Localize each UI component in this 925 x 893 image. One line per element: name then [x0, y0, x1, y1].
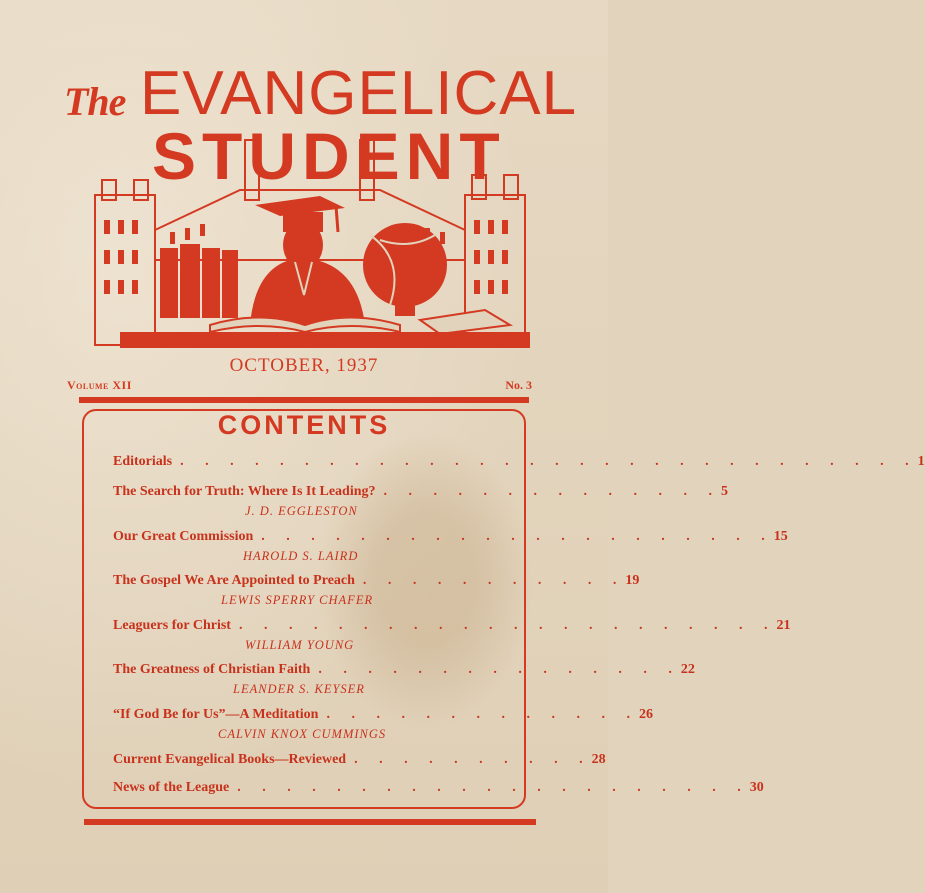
toc-page: 22 [680, 662, 695, 677]
toc-entry: Leaguers for Christ . . . . . . . . . . . . . . . . . . . . . . 21 WILLIAM YOUNG [113, 618, 791, 652]
toc-author: J. D. EGGLESTON [245, 504, 358, 518]
toc-entry: The Gospel We Are Appointed to Preach . . . . . . . . . . . 19 LEWIS SPERRY CHAFER [113, 573, 640, 607]
toc-title: Current Evangelical Books—Reviewed [113, 752, 347, 767]
toc-page: 19 [625, 573, 640, 588]
masthead-title-evangelical: EVANGELICAL [140, 59, 578, 128]
toc-title: News of the League [113, 780, 230, 795]
toc-entry: The Search for Truth: Where Is It Leading? . . . . . . . . . . . . . . 5 J. D. EGGLESTON [113, 484, 729, 518]
toc-page: 5 [721, 484, 729, 499]
toc-entry: Editorials . . . . . . . . . . . . . . . . . . . . . . . . . . . . . . 1 [113, 454, 925, 469]
toc-title: Editorials [113, 454, 173, 469]
issue-date: OCTOBER, 1937 [229, 355, 379, 376]
issue-number: No. 3 [505, 378, 532, 392]
toc-title: Our Great Commission [113, 529, 254, 544]
toc-author: LEWIS SPERRY CHAFER [221, 593, 374, 607]
masthead-the: The [64, 79, 126, 124]
toc-page: 15 [773, 529, 788, 544]
toc-page: 30 [749, 780, 764, 795]
toc-author: WILLIAM YOUNG [245, 638, 355, 652]
toc-title: “If God Be for Us”—A Meditation [113, 707, 319, 722]
toc-page: 28 [591, 752, 606, 767]
toc-page: 21 [776, 618, 791, 633]
bottom-rule [84, 819, 536, 825]
top-rule [79, 397, 529, 403]
volume-label: Volume XII [67, 378, 132, 392]
toc-page: 26 [638, 707, 653, 722]
toc-title: The Search for Truth: Where Is It Leading? [113, 484, 376, 499]
toc-author: LEANDER S. KEYSER [233, 682, 365, 696]
toc-entry: The Greatness of Christian Faith . . . . . . . . . . . . . . . 22 LEANDER S. KEYSER [113, 662, 695, 696]
toc-entry: Current Evangelical Books—Reviewed . . . . . . . . . . 28 [113, 752, 606, 767]
toc-title: The Greatness of Christian Faith [113, 662, 311, 677]
masthead-title-student: STUDENT [152, 119, 506, 193]
contents-heading: CONTENTS [217, 410, 391, 440]
toc-author: HAROLD S. LAIRD [243, 549, 359, 563]
toc-entry: Our Great Commission . . . . . . . . . . . . . . . . . . . . . 15 HAROLD S. LAIRD [113, 529, 788, 563]
toc-title: The Gospel We Are Appointed to Preach [113, 573, 355, 588]
toc-title: Leaguers for Christ [113, 618, 231, 633]
toc-entry: News of the League . . . . . . . . . . . . . . . . . . . . . 30 [113, 780, 764, 795]
toc-page: 1 [917, 454, 925, 469]
toc-entry: “If God Be for Us”—A Meditation . . . . . . . . . . . . . 26 CALVIN KNOX CUMMINGS [113, 707, 653, 741]
toc-author: CALVIN KNOX CUMMINGS [218, 727, 387, 741]
